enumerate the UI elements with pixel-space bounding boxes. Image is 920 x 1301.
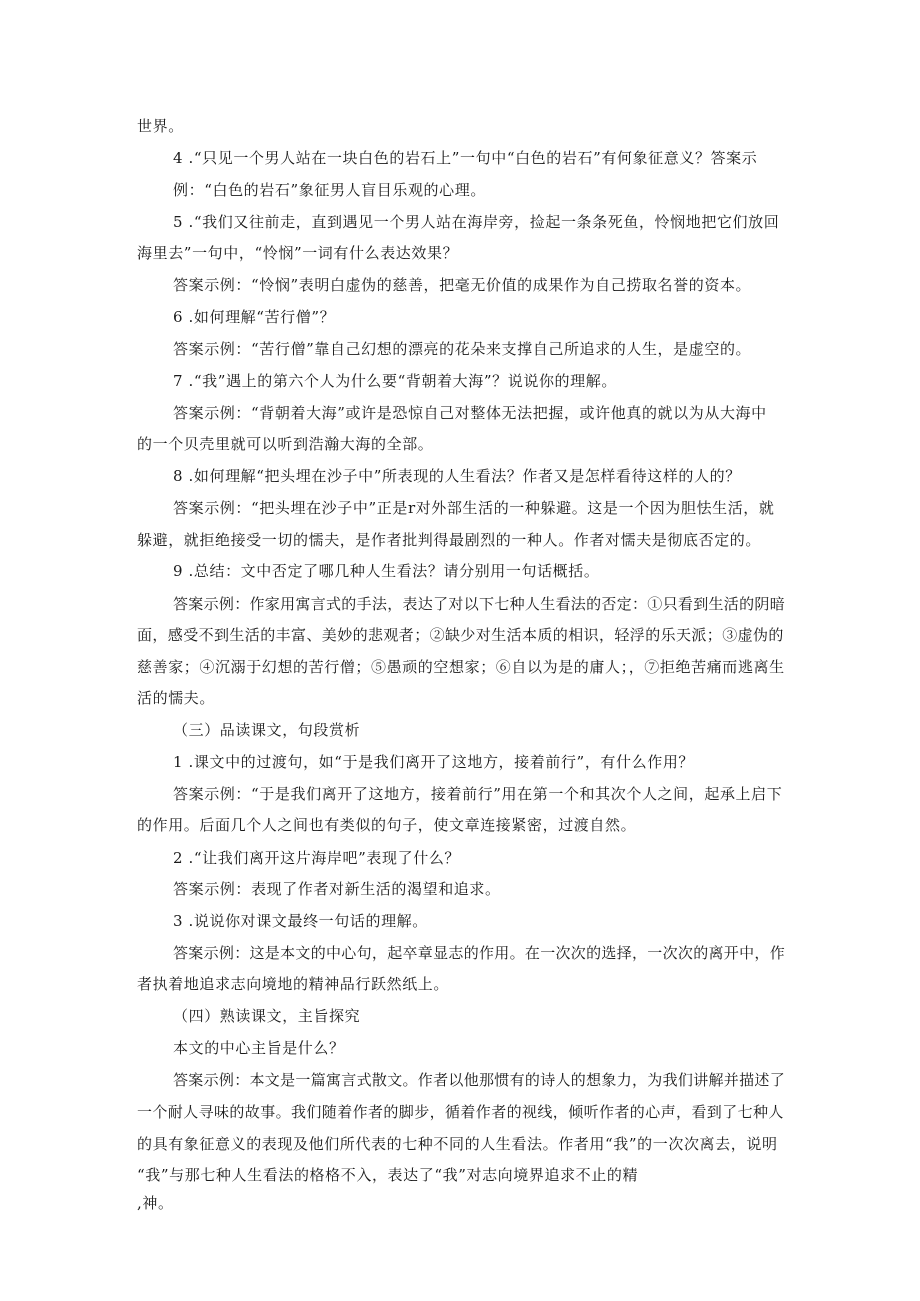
text-line: 的作用。后面几个人之间也有类似的句子，使文章连接紧密，过渡自然。 [137, 816, 637, 834]
text-line: 的具有象征意义的表现及他们所代表的七种不同的人生看法。作者用“我”的一次次离去，说明 [137, 1135, 778, 1153]
answer-line: 答案示例：“怜悯”表明白虚伪的慈善，把毫无价值的成果作为自己捞取名誉的资本。 [173, 276, 752, 294]
question-3: 3 .说说你对课文最终一句话的理解。 [173, 912, 428, 930]
answer-line: 答案示例：“于是我们离开了这地方，接着前行”用在第一个和其次个人之间，起承上启下 [173, 785, 783, 803]
question-4: 4 .“只见一个男人站在一块白色的岩石上”一句中“白色的岩石”有何象征意义？答案示 [173, 149, 758, 167]
answer-line: 答案示例：“苦行僧”靠自己幻想的漂亮的花朵来支撑自己所追求的人生，是虚空的。 [173, 340, 752, 358]
answer-line: 答案示例：作家用寓言式的手法，表达了对以下七种人生看法的否定：①只看到生活的阴暗 [173, 595, 786, 613]
text-line: “我”与那七种人生看法的格格不入，表达了“我”对志向境界追求不止的精 [137, 1166, 639, 1184]
text-line: 者执着地追求志向境地的精神品行跃然纸上。 [137, 975, 450, 993]
question-1: 1 .课文中的过渡句，如“于是我们离开了这地方，接着前行”，有什么作用？ [173, 753, 695, 771]
question-9: 9 .总结：文中否定了哪几种人生看法？请分别用一句话概括。 [173, 562, 600, 580]
question-7: 7 .“我”遇上的第六个人为什么要“背朝着大海”？说说你的理解。 [173, 372, 617, 390]
text-line: 海里去”一句中，“怜悯”一词有什么表达效果？ [137, 244, 459, 262]
text-line: 躲避，就拒绝接受一切的懦夫，是作者批判得最剧烈的一种人。作者对懦夫是彻底否定的。 [137, 531, 762, 549]
question-5: 5 .“我们又往前走，直到遇见一个男人站在海岸旁，捡起一条条死鱼，怜悯地把它们放回 [173, 213, 780, 231]
text-line: 一个耐人寻味的故事。我们随着作者的脚步，循着作者的视线，倾听作者的心声，看到了七种人 [137, 1103, 784, 1121]
question-6: 6 .如何理解“苦行僧”？ [173, 308, 336, 326]
text-line: 的一个贝壳里就可以听到浩瀚大海的全部。 [137, 435, 434, 453]
answer-line: 答案示例：本文是一篇寓言式散文。作者以他那惯有的诗人的想象力，为我们讲解并描述了 [173, 1071, 786, 1089]
answer-line: 答案示例：这是本文的中心句，起卒章显志的作用。在一次次的选择，一次次的离开中，作 [173, 944, 786, 962]
text-line: 世界。 [137, 117, 184, 135]
text-line: 面，感受不到生活的丰富、美妙的悲观者；②缺少对生活本质的相识，轻浮的乐天派；③虚伪的 [137, 626, 784, 644]
answer-line: 例：“白色的岩石”象征男人盲目乐观的心理。 [173, 181, 486, 199]
answer-line: 答案示例：表现了作者对新生活的渴望和追求。 [173, 880, 501, 898]
question-theme: 本文的中心主旨是什么？ [173, 1039, 345, 1057]
section-heading-3: （三）品读课文，句段赏析 [173, 721, 361, 739]
text-line: ,神。 [137, 1194, 174, 1212]
answer-line: 答案示例：“背朝着大海”或许是恐惊自己对整体无法把握，或许他真的就以为从大海中 [173, 404, 767, 422]
answer-line: 答案示例：“把头埋在沙子中”正是r对外部生活的一种躲避。这是一个因为胆怯生活，就 [173, 499, 775, 517]
question-8: 8 .如何理解“把头埋在沙子中”所表现的人生看法？作者又是怎样看待这样的人的？ [173, 467, 741, 485]
text-line: 活的懦夫。 [137, 689, 216, 707]
section-heading-4: （四）熟读课文，主旨探究 [173, 1007, 361, 1025]
text-line: 慈善家；④沉溺于幻想的苦行僧；⑤愚顽的空想家；⑥自以为是的庸人；，⑦拒绝苦痛而逃离生 [137, 658, 785, 676]
question-2: 2 .“让我们离开这片海岸吧”表现了什么？ [173, 849, 461, 867]
